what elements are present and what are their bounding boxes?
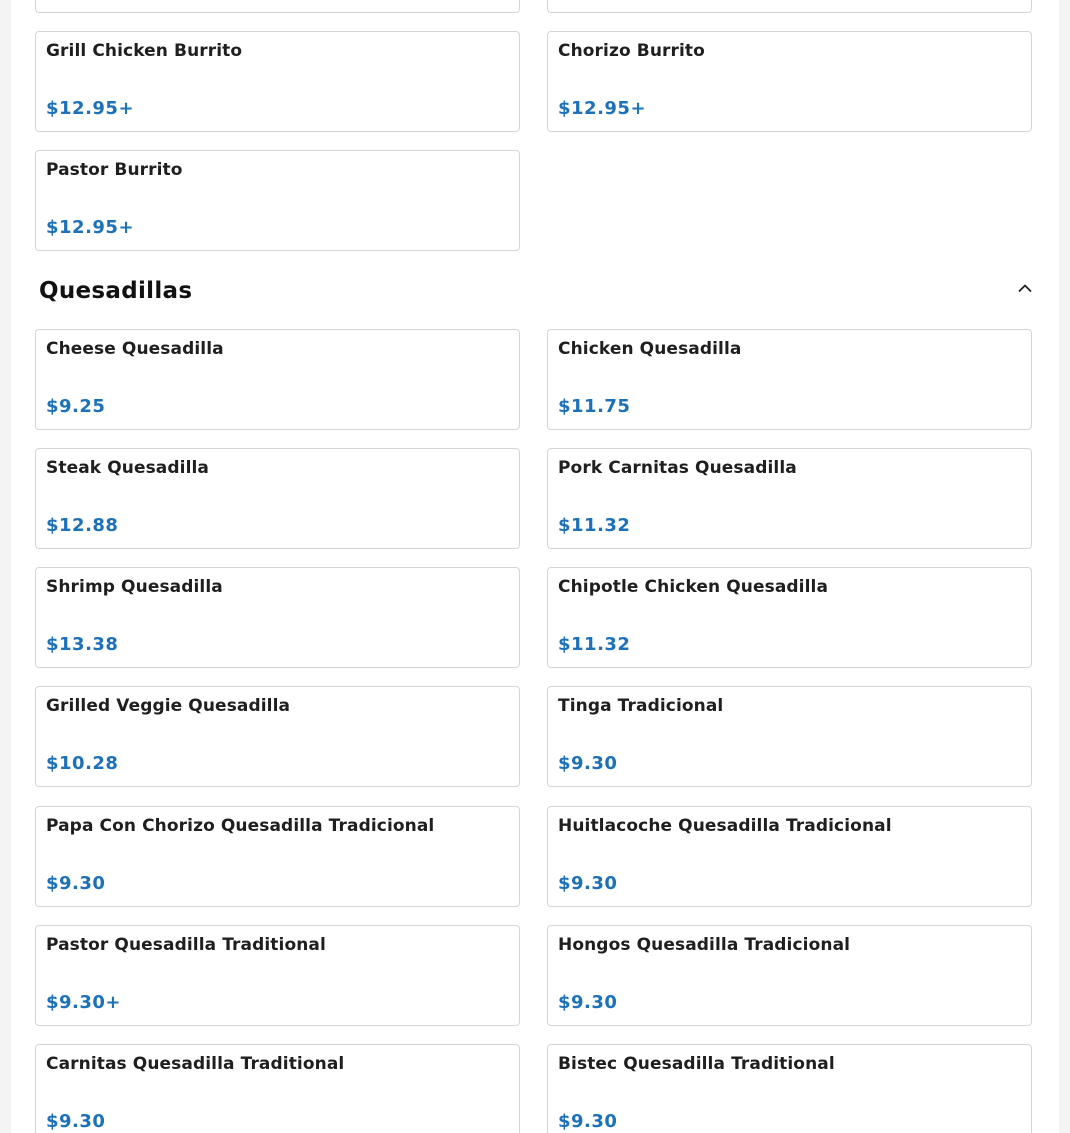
menu-item-price: $9.30 <box>46 873 106 894</box>
menu-item-price: $9.30 <box>46 1111 106 1132</box>
menu-item-card[interactable] <box>35 329 520 430</box>
menu-item-name: Grilled Veggie Quesadilla <box>46 696 291 716</box>
menu-item-card[interactable] <box>547 686 1032 787</box>
menu-item-name: Huitlacoche Quesadilla Tradicional <box>558 816 892 836</box>
menu-item-price: $12.95+ <box>558 98 647 119</box>
menu-item-card[interactable] <box>547 806 1032 907</box>
section-title-quesadillas: Quesadillas <box>39 278 193 304</box>
section-collapse-button[interactable] <box>1013 276 1037 300</box>
menu-item-name: Papa Con Chorizo Quesadilla Tradicional <box>46 816 435 836</box>
menu-item-price: $11.75 <box>558 396 631 417</box>
menu-item-card[interactable] <box>35 1044 520 1133</box>
menu-item-price: $9.30+ <box>46 992 122 1013</box>
menu-item-name: Chipotle Chicken Quesadilla <box>558 577 829 597</box>
menu-item-price: $11.32 <box>558 515 631 536</box>
menu-item-card[interactable] <box>35 686 520 787</box>
menu-item-name: Shrimp Quesadilla <box>46 577 223 597</box>
menu-item-price: $9.30 <box>558 753 618 774</box>
menu-item-price: $12.95+ <box>46 217 135 238</box>
menu-item-card[interactable] <box>547 567 1032 668</box>
menu-item-name: Tinga Tradicional <box>558 696 724 716</box>
menu-item-card[interactable] <box>35 925 520 1026</box>
menu-item-name: Grill Chicken Burrito <box>46 41 243 61</box>
menu-item-name: Pork Carnitas Quesadilla <box>558 458 797 478</box>
menu-item-name: Pastor Burrito <box>46 160 183 180</box>
menu-item-price: $13.38 <box>46 634 119 655</box>
menu-item-name: Chorizo Burrito <box>558 41 705 61</box>
menu-item-name: Chicken Quesadilla <box>558 339 742 359</box>
menu-item-price: $9.25 <box>46 396 106 417</box>
menu-item-name: Pastor Quesadilla Traditional <box>46 935 326 955</box>
menu-item-card[interactable] <box>547 925 1032 1026</box>
menu-item-card[interactable] <box>35 448 520 549</box>
menu-item-name: Bistec Quesadilla Traditional <box>558 1054 835 1074</box>
menu-item-card[interactable] <box>35 150 520 251</box>
menu-item-card[interactable] <box>35 567 520 668</box>
menu-item-name: Cheese Quesadilla <box>46 339 224 359</box>
menu-item-card[interactable] <box>547 31 1032 132</box>
menu-item-price: $12.88 <box>46 515 119 536</box>
menu-item-price: $9.30 <box>558 992 618 1013</box>
menu-item-name: Hongos Quesadilla Tradicional <box>558 935 851 955</box>
menu-item-name: Carnitas Quesadilla Traditional <box>46 1054 345 1074</box>
menu-item-name: Steak Quesadilla <box>46 458 209 478</box>
menu-item-card[interactable] <box>547 1044 1032 1133</box>
menu-item-card[interactable] <box>547 448 1032 549</box>
menu-item-card[interactable] <box>35 0 520 13</box>
menu-item-card[interactable] <box>547 0 1032 13</box>
menu-item-card[interactable] <box>35 31 520 132</box>
menu-item-price: $9.30 <box>558 1111 618 1132</box>
menu-item-price: $10.28 <box>46 753 119 774</box>
menu-item-card[interactable] <box>547 329 1032 430</box>
menu-item-card[interactable] <box>35 806 520 907</box>
menu-page <box>11 0 1059 1133</box>
menu-item-price: $12.95+ <box>46 98 135 119</box>
menu-item-price: $11.32 <box>558 634 631 655</box>
menu-item-price: $9.30 <box>558 873 618 894</box>
chevron-up-icon <box>1018 281 1032 295</box>
